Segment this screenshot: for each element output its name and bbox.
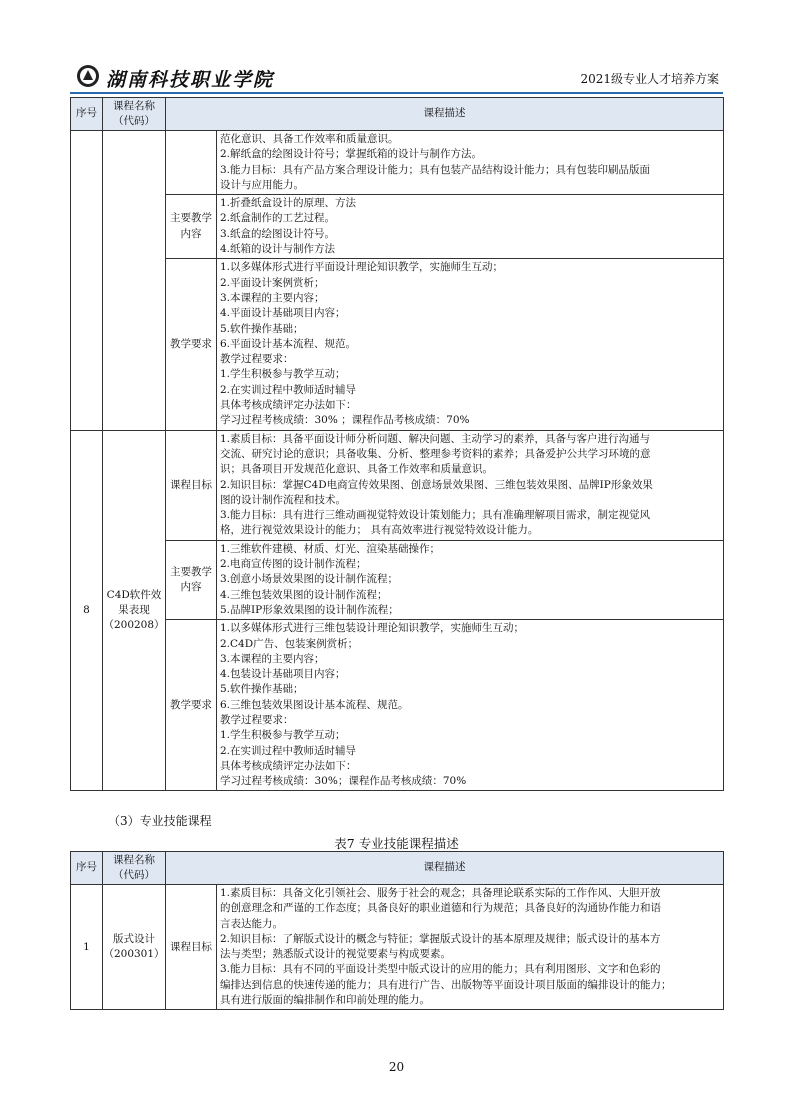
table-row <box>71 195 724 259</box>
course-1-name-cell <box>103 885 166 1010</box>
header-index: 序号 <box>71 98 103 131</box>
header-rule <box>70 92 723 94</box>
table-row <box>71 540 724 619</box>
page-header <box>70 62 723 92</box>
header-description: 课程描述 <box>166 852 724 885</box>
course-8-index: 8 <box>71 430 103 791</box>
objectives-label: 课程目标 <box>166 430 217 540</box>
table-caption: 表7 专业技能课程描述 <box>334 836 459 851</box>
content-label: 主要教学内容 <box>166 195 217 259</box>
school-name: 湖南科技职业学院 <box>106 69 275 91</box>
continued-name-cell <box>103 131 166 431</box>
course-description-table <box>70 97 724 791</box>
school-logo-icon <box>76 64 100 88</box>
course-1-name: 版式设计 <box>113 932 155 945</box>
requirements-label: 教学要求 <box>166 259 217 430</box>
header-index: 序号 <box>71 852 103 885</box>
skill-course-table <box>70 851 724 1010</box>
continued-label-cell <box>166 131 217 195</box>
objectives-label: 课程目标 <box>166 885 217 1010</box>
content-label: 主要教学内容 <box>166 540 217 619</box>
course-1-objectives: 1.素质目标：具备文化引领社会、服务于社会的观念；具备理论联系实际的工作作风、大胆开放 的创意理念和严谨的工作态度；具备良好的职业道德和行为规范；具备良好的沟通协作能力和语 言表达能力。 2.知识目标：了解版式设计的概念与特征；掌握版式设计的基本原理及规律；版式设计的基本方 法与类型；熟悉版式设计的视觉要素与构成要素。 3.能力目标：具有不同的平面设计类型中版式设计的应用的能力；具有利用图形、文字和色彩的 编排达到信息的快速传递的能力；具有进行广告、出版物等平面设计项目版面的编排设计的能力； 具有进行版面的编排制作和印前处理的能力。 <box>217 885 724 1010</box>
table-header-row <box>71 98 724 131</box>
table-row <box>71 259 724 430</box>
page-number: 20 <box>388 1060 405 1074</box>
table-row <box>71 430 724 540</box>
plan-title: 2021级专业人才培养方案 <box>580 72 719 86</box>
course-1-code: （200301） <box>103 948 165 961</box>
continued-requirements: 1.以多媒体形式进行平面设计理论知识教学，实施师生互动； 2.平面设计案例赏析； 3.本课程的主要内容； 4.平面设计基础项目内容； 5.软件操作基础； 6.平面设计基本流程、规范。 教学过程要求： 1.学生积极参与教学互动； 2.在实训过程中教师适时辅导 具体考核成绩评定办法如下： 学习过程考核成绩：30% ；课程作品考核成绩：70% <box>217 259 724 430</box>
course-8-objectives: 1.素质目标：具备平面设计师分析问题、解决问题、主动学习的素养，具备与客户进行沟通与 交流、研究讨论的意识；具备收集、分析、整理参考资料的素养；具备爱护公共学习环境的意 识；具备项目开发规范化意识、具备工作效率和质量意识。 2.知识目标：掌握C4D电商宣传效果图、创意场景效果图、三维包装效果图、品牌IP形象效果 图的设计制作流程和技术。 3.能力目标：具有进行三维动画视觉特效设计策划能力；具有准确理解项目需求，制定视觉风 格，进行视觉效果设计的能力； 具有高效率进行视觉特效设计能力。 <box>217 430 724 540</box>
section-heading: （3）专业技能课程 <box>108 814 212 828</box>
continued-content: 1.折叠纸盒设计的原理、方法 2.纸盒制作的工艺过程。 3.纸盒的绘图设计符号。 4.纸箱的设计与制作方法 <box>217 195 724 259</box>
course-8-name-cell <box>103 430 166 791</box>
table-header-row <box>71 852 724 885</box>
course-8-code: （200208） <box>103 619 165 632</box>
course-8-content: 1.三维软件建模、材质、灯光、渲染基础操作； 2.电商宣传图的设计制作流程； 3.创意小场景效果图的设计制作流程； 4.三维包装效果图的设计制作流程； 5.品牌IP形象效果图的设计制作流程； <box>217 540 724 619</box>
table-row <box>71 885 724 1010</box>
continued-objectives: 范化意识、具备工作效率和质量意识。 2.解纸盒的绘图设计符号；掌握纸箱的设计与制作方法。 3.能力目标：具有产品方案合理设计能力；具有包装产品结构设计能力；具有包装印刷品版面 设计与应用能力。 <box>217 131 724 195</box>
header-course-name: 课程名称（代码） <box>103 852 166 885</box>
header-description: 课程描述 <box>166 98 724 131</box>
course-8-requirements: 1.以多媒体形式进行三维包装设计理论知识教学，实施师生互动； 2.C4D广告、包装案例赏析； 3.本课程的主要内容； 4.包装设计基础项目内容； 5.软件操作基础； 6.三维包装效果图设计基本流程、规范。 教学过程要求： 1.学生积极参与教学互动； 2.在实训过程中教师适时辅导 具体考核成绩评定办法如下： 学习过程考核成绩：30%；课程作品考核成绩：70% <box>217 620 724 791</box>
course-1-index: 1 <box>71 885 103 1010</box>
continued-index-cell <box>71 131 103 431</box>
requirements-label: 教学要求 <box>166 620 217 791</box>
table-row <box>71 620 724 791</box>
table-row <box>71 131 724 195</box>
course-8-name: C4D软件效果表现 <box>106 588 162 616</box>
header-course-name: 课程名称（代码） <box>103 98 166 131</box>
